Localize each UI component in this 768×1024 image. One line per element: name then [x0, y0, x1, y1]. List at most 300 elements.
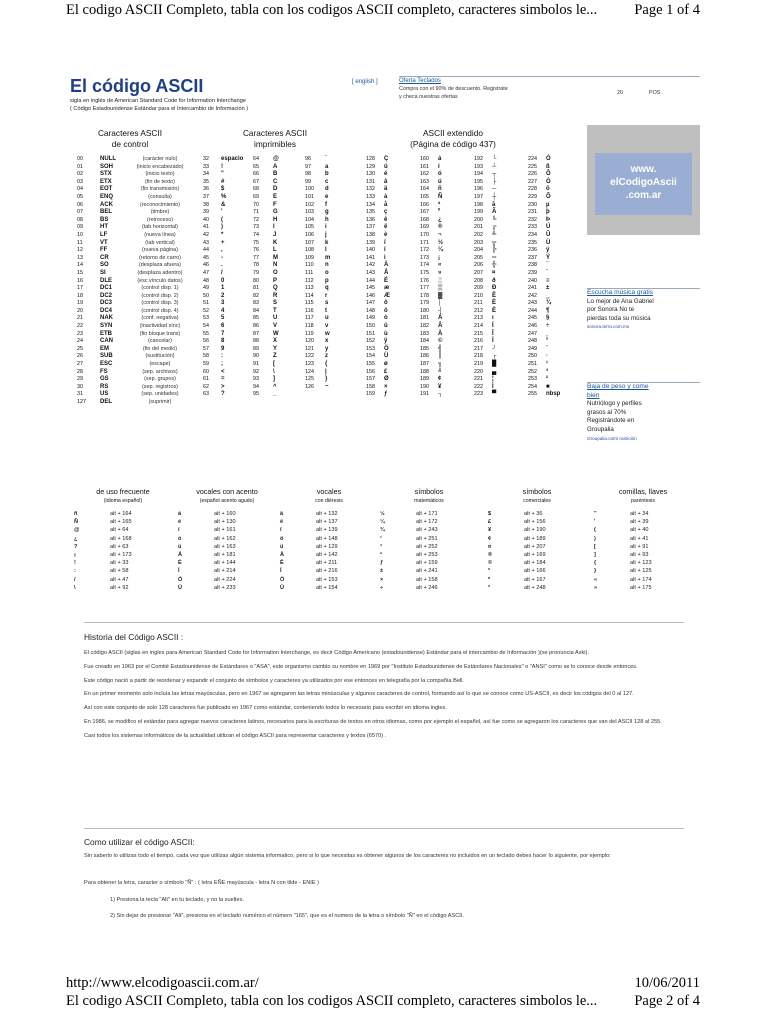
code-symbol: Ð: [492, 285, 497, 292]
table-row: [70, 346, 210, 354]
side-ad-music-text-2: por Sonora No te: [587, 306, 635, 314]
code-symbol: ■: [546, 383, 550, 390]
code-symbol: r: [325, 292, 328, 299]
code-number: 237: [528, 254, 537, 261]
side-ad-diet[interactable]: [587, 382, 700, 443]
list-item: [178, 526, 278, 534]
list-item: [594, 551, 694, 559]
table-row: [366, 384, 581, 392]
code-symbol: ¼: [438, 247, 444, 254]
group-symbol: ¡: [74, 551, 76, 558]
group-alt-code: alt + 224: [214, 576, 236, 583]
table-row: [366, 179, 581, 187]
group-symbol: $: [488, 511, 492, 517]
code-number: 154: [366, 353, 375, 360]
code-number: 138: [366, 231, 375, 238]
code-symbol: 6: [221, 323, 225, 330]
code-symbol: ç: [384, 209, 388, 216]
code-number: 103: [305, 209, 314, 216]
code-symbol: ¾: [546, 300, 552, 307]
table-row: [70, 240, 210, 248]
code-symbol: $: [221, 186, 225, 193]
code-number: 193: [474, 163, 483, 170]
table-row: [203, 361, 373, 369]
code-symbol: X: [273, 338, 278, 345]
code-symbol: ░: [438, 277, 443, 284]
code-number: 97: [305, 163, 311, 170]
code-symbol: ╔: [492, 224, 497, 231]
code-symbol: _: [273, 391, 277, 398]
code-number: 109: [305, 254, 314, 261]
code-number: 214: [474, 323, 483, 330]
code-number: 188: [420, 368, 429, 375]
code-number: 206: [474, 262, 483, 269]
code-number: 129: [366, 163, 375, 170]
code-number: 30: [77, 383, 83, 390]
group-alt-code: alt + 130: [214, 519, 236, 526]
group-symbol: [: [594, 543, 596, 550]
code-symbol: ¸: [546, 330, 548, 337]
code-number: 12: [77, 247, 83, 254]
list-item: [178, 567, 278, 575]
code-symbol: Ä: [384, 262, 389, 269]
code-symbol: ┌: [492, 353, 497, 360]
code-number: 44: [203, 247, 209, 254]
table-row: [203, 376, 373, 384]
table-row: [70, 209, 210, 217]
group-header: [374, 488, 484, 505]
code-symbol: î: [384, 247, 386, 254]
table-row: [203, 270, 373, 278]
code-symbol: ~: [325, 383, 329, 390]
code-number: 04: [77, 186, 83, 193]
code-symbol: I: [273, 224, 275, 231]
code-symbol: j: [325, 231, 327, 238]
group-symbol: £: [488, 519, 492, 526]
code-number: 57: [203, 345, 209, 352]
list-item: [74, 535, 174, 543]
code-number: 155: [366, 361, 375, 368]
group-symbol: ²: [380, 551, 382, 558]
code-symbol: ı: [492, 315, 494, 322]
extended-header-line-2: (Página de código 437): [410, 139, 496, 149]
code-number: 123: [305, 361, 314, 368]
code-symbol: °: [546, 338, 549, 345]
code-number: 89: [253, 345, 259, 352]
side-ad-diet-url[interactable]: Groupalia.com/ nutrición: [587, 435, 637, 441]
brand-line-3: .com.ar: [625, 190, 662, 201]
code-symbol: ü: [384, 163, 388, 170]
code-number: 102: [305, 201, 314, 208]
code-symbol: Ç: [384, 156, 389, 162]
group-symbol: é: [178, 519, 182, 526]
group-symbol: ¤: [488, 543, 492, 550]
group-symbol: ö: [280, 535, 284, 542]
list-item: [280, 518, 380, 526]
code-number: 98: [305, 171, 311, 178]
list-item: [594, 576, 694, 584]
code-number: 67: [253, 178, 259, 185]
code-number: 82: [253, 292, 259, 299]
code-symbol: O: [273, 269, 278, 276]
list-item: [74, 551, 174, 559]
group-header: [68, 488, 178, 505]
pdf-header: [0, 2, 768, 20]
code-number: 222: [474, 383, 483, 390]
code-number: 207: [474, 269, 483, 276]
code-description: (desplaza adentro): [137, 269, 183, 276]
ad-banner[interactable]: [399, 76, 700, 101]
code-number: 54: [203, 323, 209, 330]
group-alt-code: alt + 169: [524, 551, 546, 558]
code-symbol: â: [384, 178, 388, 185]
code-number: 92: [253, 368, 259, 375]
list-item: [488, 526, 588, 534]
code-number: 42: [203, 231, 209, 238]
code-symbol: FS: [100, 368, 108, 375]
table-row: [203, 202, 373, 210]
code-symbol: ³: [546, 368, 548, 375]
code-symbol: Ã: [492, 209, 497, 216]
code-symbol: v: [325, 323, 329, 330]
code-description: (sep. grupos): [144, 376, 176, 383]
code-symbol: f: [325, 201, 327, 208]
code-symbol: É: [384, 277, 389, 284]
code-number: 124: [305, 368, 314, 375]
code-number: 187: [420, 361, 429, 368]
code-symbol: ║: [438, 353, 443, 360]
code-symbol: Æ: [384, 292, 390, 299]
code-symbol: M: [273, 254, 278, 261]
group-symbol: ]: [594, 551, 596, 558]
code-symbol: ñ: [438, 186, 442, 193]
code-description: (nueva línea): [144, 231, 176, 238]
group-symbol: ú: [178, 543, 182, 550]
group-alt-code: alt + 189: [524, 535, 546, 542]
list-item: [178, 518, 278, 526]
code-symbol: ^: [273, 383, 277, 390]
code-symbol: *: [221, 231, 224, 238]
code-number: 164: [420, 186, 429, 193]
table-row: [70, 376, 210, 384]
code-number: 142: [366, 262, 375, 269]
code-number: 242: [528, 292, 537, 299]
code-symbol: è: [384, 231, 388, 238]
code-symbol: ·: [546, 353, 548, 360]
group-alt-code: alt + 41: [630, 535, 649, 542]
group-alt-code: alt + 129: [316, 543, 338, 550]
brand-logo[interactable]: [595, 153, 692, 215]
list-item: [74, 518, 174, 526]
list-item: [380, 543, 480, 551]
code-number: 128: [366, 156, 375, 162]
code-number: 14: [77, 262, 83, 269]
code-symbol: a: [325, 163, 329, 170]
code-symbol: &: [221, 201, 226, 208]
code-symbol: Q: [273, 285, 278, 292]
history-paragraph: Casi todos los sistemas informáticos de la actualidad utilizan el código ASCII para representar caracteres y textos (6570) .: [84, 732, 387, 739]
divider: [84, 828, 684, 829]
code-number: 165: [420, 193, 429, 200]
extended-table: [366, 156, 581, 399]
code-description: (control disp. 3): [141, 300, 179, 307]
code-number: 190: [420, 383, 429, 390]
english-link[interactable]: [ english ]: [352, 79, 378, 85]
code-number: 209: [474, 285, 483, 292]
code-number: 174: [420, 262, 429, 269]
code-number: 211: [474, 300, 483, 307]
code-symbol: ó: [438, 171, 442, 178]
code-symbol: È: [492, 307, 497, 314]
code-description: (carácter nulo): [142, 156, 178, 162]
group-symbol: ¾: [380, 527, 385, 534]
code-number: 229: [528, 193, 537, 200]
table-row: [70, 323, 210, 331]
group-symbol: ×: [380, 576, 384, 583]
code-number: 20: [77, 307, 83, 314]
group-symbol: ®: [488, 551, 493, 558]
code-number: 245: [528, 315, 537, 322]
table-row: [203, 186, 373, 194]
group-alt-code: alt + 243: [416, 527, 438, 534]
code-number: 252: [528, 368, 537, 375]
code-number: 254: [528, 383, 537, 390]
code-symbol: 3: [221, 300, 225, 307]
side-ad-music-text-3: pierdas toda su música: [587, 314, 651, 322]
code-symbol: g: [325, 209, 329, 216]
code-number: 134: [366, 201, 375, 208]
code-symbol: ª: [438, 201, 441, 208]
code-number: 03: [77, 178, 83, 185]
group-alt-code: alt + 216: [316, 568, 338, 575]
extended-header-line-1: ASCII extendido: [423, 128, 483, 138]
group-symbol: ï: [280, 527, 282, 534]
code-number: 182: [420, 323, 429, 330]
group-alt-code: alt + 47: [110, 576, 129, 583]
table-row: [203, 278, 373, 286]
code-symbol: á: [438, 156, 442, 162]
table-row: [366, 278, 581, 286]
table-row: [203, 338, 373, 346]
table-row: [203, 171, 373, 179]
table-row: [203, 255, 373, 263]
side-ad-diet-link-2[interactable]: bien: [587, 391, 600, 399]
group-table: [178, 510, 278, 592]
code-symbol: ò: [384, 315, 388, 322]
table-row: [203, 369, 373, 377]
group-alt-code: alt + 34: [630, 511, 649, 517]
code-number: 253: [528, 376, 537, 383]
group-alt-code: alt + 173: [110, 551, 132, 558]
code-symbol: EM: [100, 345, 109, 352]
code-symbol: J: [273, 231, 277, 238]
table-row: [70, 171, 210, 179]
side-ad-music-link[interactable]: Escucha música gratis: [587, 289, 653, 296]
code-number: 73: [253, 224, 259, 231]
code-symbol: B: [273, 171, 278, 178]
code-number: 119: [305, 330, 314, 337]
code-symbol: q: [325, 285, 329, 292]
code-description: (suprimir): [148, 399, 172, 405]
code-symbol: Â: [438, 323, 443, 330]
list-item: [178, 584, 278, 592]
code-symbol: ë: [384, 224, 388, 231]
code-number: 96: [305, 156, 311, 162]
group-alt-code: alt + 246: [416, 584, 438, 591]
code-number: 136: [366, 216, 375, 223]
code-number: 184: [420, 338, 429, 345]
code-symbol: Û: [546, 231, 551, 238]
side-ad-music-text-1: Lo mejor de Ana Gabriel: [587, 297, 654, 305]
group-symbol: }: [594, 568, 597, 575]
group-symbol: ¼: [380, 519, 385, 526]
table-row: [203, 300, 373, 308]
group-title: símbolos: [414, 487, 444, 496]
code-symbol: k: [325, 239, 329, 246]
group-symbol: /: [74, 576, 76, 583]
code-symbol: ": [221, 171, 224, 178]
printable-table: [203, 156, 373, 399]
group-alt-code: alt + 142: [316, 551, 338, 558]
list-item: [178, 510, 278, 518]
group-alt-code: alt + 253: [416, 551, 438, 558]
code-symbol: |: [325, 368, 327, 375]
code-symbol: U: [273, 315, 278, 322]
code-number: 87: [253, 330, 259, 337]
code-symbol: P: [273, 277, 278, 284]
group-symbol: ó: [178, 535, 182, 542]
code-number: 225: [528, 163, 537, 170]
code-description: (cancelar): [148, 338, 172, 345]
code-number: 64: [253, 156, 259, 162]
group-alt-code: alt + 139: [316, 527, 338, 534]
code-number: 61: [203, 376, 209, 383]
howto-intro: Sin saberlo lo utilizas todo el tiempo, cada vez que utilizas algún sistema informatico, pero si lo que necesitas es obtener algunos de los caracteres no incluidos en un teclado debes hacer lo siguiente, por ejemplo:: [84, 853, 611, 859]
side-ad-music-url[interactable]: sonora.terra.com.mx: [587, 324, 630, 330]
code-number: 88: [253, 338, 259, 345]
list-item: [380, 526, 480, 534]
code-number: 104: [305, 216, 314, 223]
code-number: 02: [77, 171, 83, 178]
group-subtitle: (idioma español): [103, 497, 143, 504]
code-symbol: `: [325, 156, 327, 162]
code-symbol: \: [273, 368, 275, 375]
list-item: [380, 559, 480, 567]
code-number: 195: [474, 178, 483, 185]
group-symbol: ¿: [74, 535, 78, 542]
code-number: 219: [474, 361, 483, 368]
group-alt-code: alt + 156: [524, 519, 546, 526]
code-symbol: C: [273, 178, 278, 185]
history-title: Historia del Código ASCII :: [84, 632, 184, 642]
code-number: 250: [528, 353, 537, 360]
list-item: [74, 510, 174, 518]
code-symbol: 0: [221, 277, 225, 284]
ad-link[interactable]: Oferta Teclados: [399, 78, 441, 84]
list-item: [488, 576, 588, 584]
brand-line-1: www.: [630, 164, 657, 175]
list-item: [594, 518, 694, 526]
table-row: [366, 240, 581, 248]
code-number: 115: [305, 300, 314, 307]
table-row: [366, 361, 581, 369]
group-subtitle: matemáticos: [414, 497, 444, 504]
group-symbol: á: [178, 511, 182, 517]
code-number: 170: [420, 231, 429, 238]
header-title: El codigo ASCII Completo, tabla con los codigos ASCII completo, caracteres simbolos le...: [66, 2, 598, 18]
code-symbol: ▓: [438, 292, 443, 299]
code-number: 66: [253, 171, 259, 178]
code-number: 171: [420, 239, 429, 246]
code-number: 45: [203, 254, 209, 261]
code-number: 47: [203, 269, 209, 276]
code-symbol: STX: [100, 171, 112, 178]
side-ad-diet-link-1[interactable]: Baja de peso y come: [587, 383, 649, 390]
code-description: (inicio encabezado): [136, 163, 184, 170]
code-number: 125: [305, 376, 314, 383]
code-symbol: ×: [384, 383, 388, 390]
group-alt-code: alt + 166: [524, 568, 546, 575]
table-row: [203, 156, 373, 164]
code-number: 108: [305, 247, 314, 254]
code-symbol: V: [273, 323, 278, 330]
list-item: [178, 543, 278, 551]
group-symbol: ': [594, 519, 596, 526]
list-item: [280, 559, 380, 567]
code-number: 232: [528, 216, 537, 223]
code-symbol: o: [325, 269, 329, 276]
code-symbol: í: [438, 163, 440, 170]
code-symbol: ¤: [492, 269, 496, 276]
code-symbol: ï: [384, 239, 386, 246]
code-symbol: ┼: [492, 193, 497, 200]
code-number: 43: [203, 239, 209, 246]
brand-box[interactable]: [587, 125, 700, 235]
side-ad-music[interactable]: [587, 288, 700, 332]
code-description: (sep. archivos): [142, 368, 178, 375]
code-number: 176: [420, 277, 429, 284]
list-item: [74, 543, 174, 551]
code-symbol: SUB: [100, 353, 113, 360]
code-symbol: espacio: [221, 156, 244, 162]
code-symbol: D: [273, 186, 278, 193]
code-description: (sep. registros): [142, 383, 178, 390]
footer-url[interactable]: http://www.elcodigoascii.com.ar/: [66, 975, 259, 991]
code-number: 216: [474, 338, 483, 345]
code-symbol: »: [438, 269, 442, 276]
code-number: 34: [203, 171, 209, 178]
table-row: [366, 331, 581, 339]
code-number: 70: [253, 201, 259, 208]
code-symbol: DEL: [100, 399, 112, 405]
code-symbol: K: [273, 239, 278, 246]
code-number: 146: [366, 292, 375, 299]
code-symbol: Í: [492, 323, 494, 330]
code-number: 122: [305, 353, 314, 360]
code-symbol: EOT: [100, 186, 113, 193]
code-number: 240: [528, 277, 537, 284]
code-symbol: e: [325, 193, 329, 200]
table-row: [70, 369, 210, 377]
code-number: 231: [528, 209, 537, 216]
code-symbol: #: [221, 178, 225, 185]
table-row: [70, 270, 210, 278]
table-row: [70, 262, 210, 270]
code-number: 203: [474, 239, 483, 246]
code-symbol: ;: [221, 361, 223, 368]
list-item: [488, 518, 588, 526]
code-number: 100: [305, 186, 314, 193]
